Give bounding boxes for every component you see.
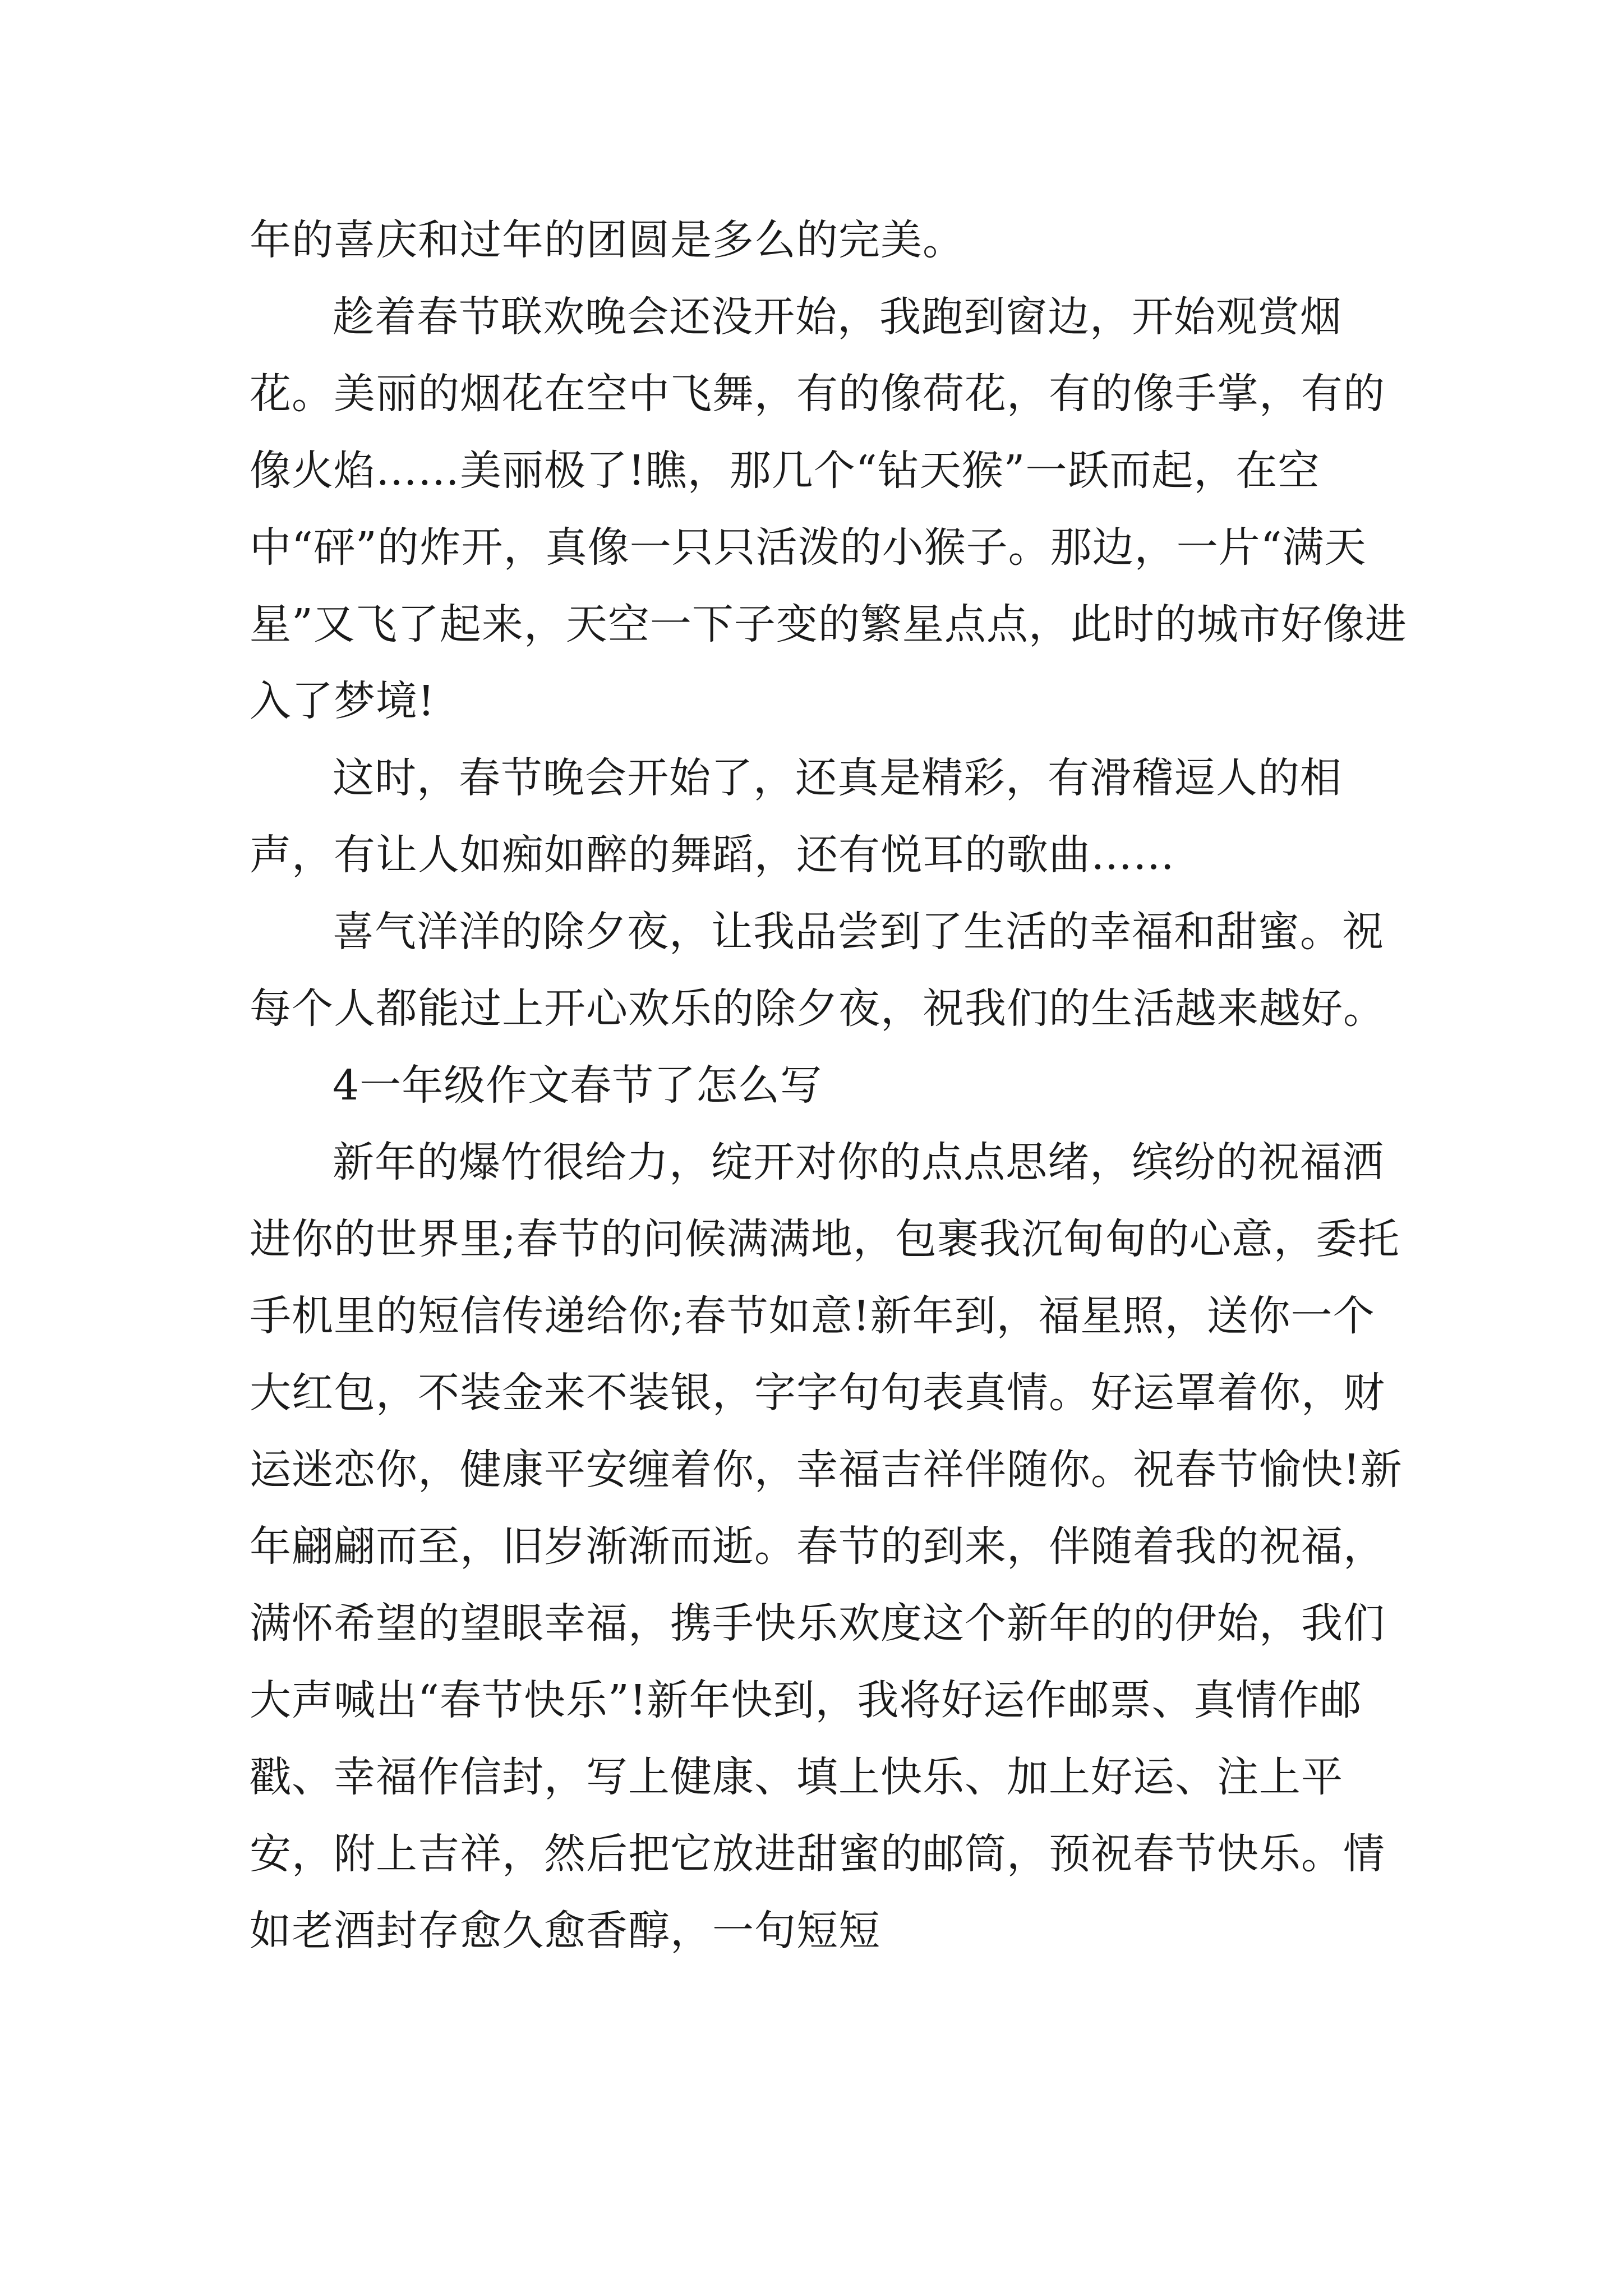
- paragraph-fireworks: 趁着春节联欢晚会还没开始，我跑到窗边，开始观赏烟花。美丽的烟花在空中飞舞，有的像荷花，有的像手掌，有的像火焰……美丽极了!瞧，那几个“钻天猴”一跃而起，在空中“砰”的炸开，真像一只只活泼的小猴子。那边，一片“满天星”又飞了起来，天空一下子变的繁星点点，此时的城市好像进入了梦境!: [250, 293, 1407, 725]
- document-body: [250, 202, 1416, 1970]
- paragraph-blessings: 新年的爆竹很给力，绽开对你的点点思绪，缤纷的祝福洒进你的世界里;春节的问候满满地，包裹我沉甸甸的心意，委托手机里的短信传递给你;春节如意!新年到，福星照，送你一个大红包，不装金来不装银，字字句句表真情。好运罩着你，财运迷恋你，健康平安缠着你，幸福吉祥伴随你。祝春节愉快!新年翩翩而至，旧岁渐渐而逝。春节的到来，伴随着我的祝福，满怀希望的望眼幸福，携手快乐欢度这个新年的的伊始，我们大声喊出“春节快乐”!新年快到，我将好运作邮票、真情作邮戳、幸福作信封，写上健康、填上快乐、加上好运、注上平安，附上吉祥，然后把它放进甜蜜的邮筒，预祝春节快乐。情如老酒封存愈久愈香醇，一句短短: [250, 1138, 1403, 1955]
- paragraph-new-years-eve: 喜气洋洋的除夕夜，让我品尝到了生活的幸福和甜蜜。祝每个人都能过上开心欢乐的除夕夜，祝我们的生活越来越好。: [250, 908, 1385, 1033]
- section-heading: 4一年级作文春节了怎么写: [333, 1061, 823, 1110]
- paragraph-gala: 这时，春节晚会开始了，还真是精彩，有滑稽逗人的相声，有让人如痴如醉的舞蹈，还有悦耳的歌曲……: [250, 754, 1342, 879]
- paragraph-continuation: 年的喜庆和过年的团圆是多么的完美。: [250, 216, 965, 264]
